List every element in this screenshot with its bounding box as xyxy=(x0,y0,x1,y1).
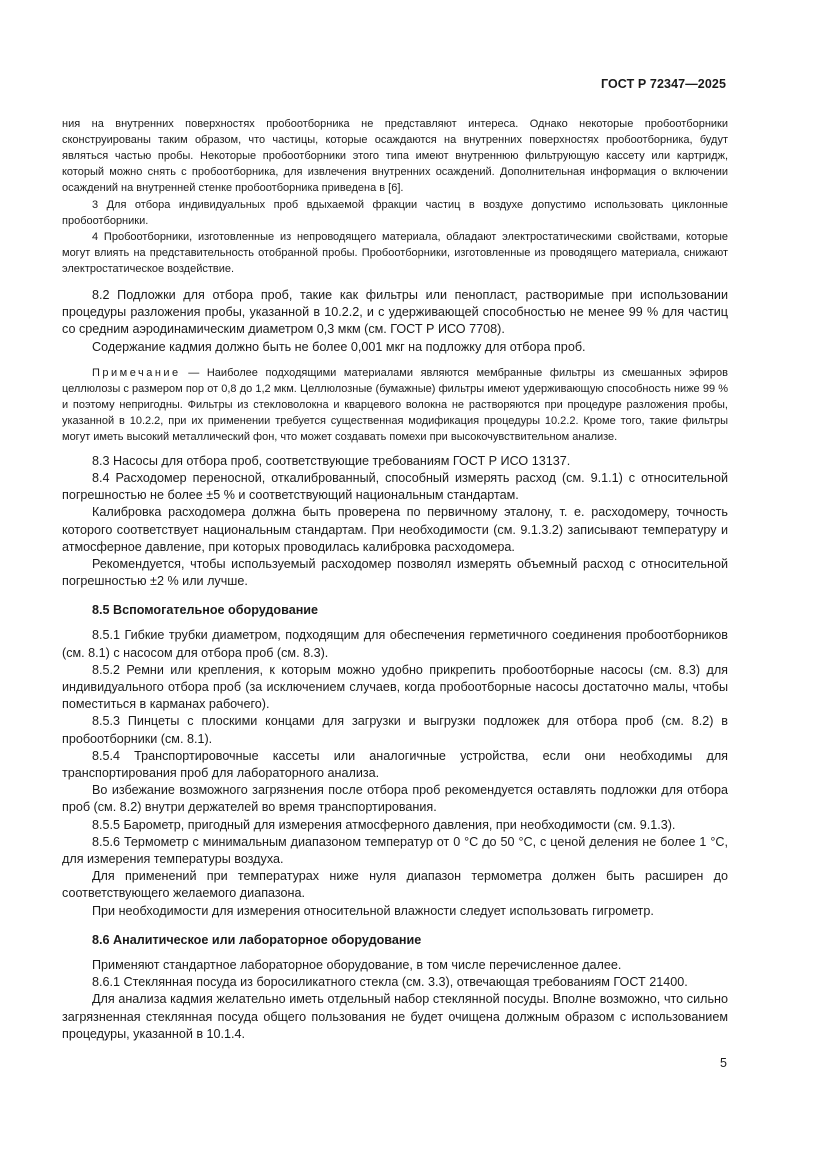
paragraph-8-5-6: 8.5.6 Термометр с минимальным диапазоном температур от 0 °C до 50 °C, с ценой деления не более 1 °C, для измерения температуры воздуха. xyxy=(62,834,728,867)
paragraph-8-5-2: 8.5.2 Ремни или крепления, к которым можно удобно прикрепить пробоотборные насосы (см. 8.3) для индивидуального отбора проб (за исключением случаев, когда пробоотборные насосы достаточно малы, чтобы поместиться в карманах рабочего). xyxy=(62,662,728,712)
paragraph-8-3: 8.3 Насосы для отбора проб, соответствующие требованиям ГОСТ Р ИСО 13137. xyxy=(92,453,571,468)
paragraph-8-5-3: 8.5.3 Пинцеты с плоскими концами для загрузки и выгрузки подложек для отбора проб (см. 8.2) в пробоотборники (см. 8.1). xyxy=(62,714,728,746)
document-header: ГОСТ Р 72347—2025 xyxy=(600,77,726,91)
paragraph-glassware: Для анализа кадмия желательно иметь отдельный набор стеклянной посуды. Вполне возможно, что сильно загрязненная стеклянная посуда общего пользования не будет очищена должным образом с использованием процедуры, указанной в 10.1.4. xyxy=(62,992,728,1041)
paragraph-8-5-4: 8.5.4 Транспортировочные кассеты или аналогичные устройства, если они необходимы для транспортирования проб для лабораторного анализа. xyxy=(62,748,728,781)
paragraph-recommendation: Рекомендуется, чтобы используемый расходомер позволял измерять объемный расход с относительной погрешностью ±2 % или лучше. xyxy=(62,557,728,589)
paragraph-below-zero: Для применений при температурах ниже нуля диапазон термометра должен быть расширен до соответствующего желаемого диапазона. xyxy=(62,869,728,901)
paragraph-8-6-1: 8.6.1 Стеклянная посуда из боросиликатного стекла (см. 3.3), отвечающая требованиям ГОСТ 21400. xyxy=(92,975,688,990)
paragraph-calibration: Калибровка расходомера должна быть проверена по первичному эталону, т. е. расходомеру, точность которого соответствует национальным стандартам. При необходимости (см. 9.1.3.2) записывают температуру и атмосферное давление, при которых проводилась калибровка расходомера. xyxy=(62,505,728,554)
note-text: — Наиболее подходящими материалами являются мембранные фильтры из смешанных эфиров целлюлозы с размером пор от 0,8 до 1,2 мкм. Целлюлозные (бумажные) фильтры имеют удерживающую способность ниже 99 % и поэтому непригодны. Фильтры из стекловолокна и кварцевого волокна не растворяются при процедуре разложения пробы, указанной в 10.2.2, при их применении требуется существенная модификация процедуры 10.2.2. Кроме того, такие фильтры могут иметь высокий металлический фон, что может создавать помехи при высокочувствительном анализе. xyxy=(62,366,728,443)
paragraph-hygrometer: При необходимости для измерения относительной влажности следует использовать гигрометр. xyxy=(92,903,654,918)
paragraph-8-5-5: 8.5.5 Барометр, пригодный для измерения атмосферного давления, при необходимости (см. 9.1.3). xyxy=(92,817,676,832)
page-content xyxy=(62,116,728,1043)
paragraph-8-4: 8.4 Расходомер переносной, откалиброванный, способный измерять расход (см. 9.1.1) с относительной погрешностью не более ±5 % и соответствующий национальным стандартам. xyxy=(62,471,728,503)
note-label: Примечание xyxy=(92,366,181,379)
paragraph-cadmium-content: Содержание кадмия должно быть не более 0,001 мкг на подложку для отбора проб. xyxy=(92,339,586,354)
note-4: 4 Пробоотборники, изготовленные из непроводящего материала, обладают электростатическими свойствами, которые могут влиять на представительность отобранной пробы. Пробоотборники, изготовленные из проводящего материала, снижают электростатическое воздействие. xyxy=(62,231,728,275)
paragraph-8-2: 8.2 Подложки для отбора проб, такие как фильтры или пенопласт, растворимые при использовании процедуры разложения пробы, указанной в 10.2.2, и с удерживающей способностью не менее 99 % для частиц со средним аэродинамическим диаметром 0,3 мкм (см. ГОСТ Р ИСО 7708). xyxy=(62,288,728,337)
note-continuation: ния на внутренних поверхностях пробоотборника не представляют интереса. Однако некоторые пробоотборники сконструированы таким образом, что частицы, которые осаждаются на внутренних поверхностях пробоотборника, будут являться частью пробы. Некоторые пробоотборники этого типа имеют внутреннюю фильтрующую кассету или картридж, который можно снять с пробоотборника, для извлечения внутренних осаждений. Дополнительная информация о включении осаждений на внутренней стенке пробоотборника приведена в [6]. xyxy=(62,118,728,194)
section-heading-8-6: 8.6 Аналитическое или лабораторное оборудование xyxy=(92,932,422,947)
paragraph-8-5-1: 8.5.1 Гибкие трубки диаметром, подходящим для обеспечения герметичного соединения пробоотборников (см. 8.1) с насосом для отбора проб (см. 8.3). xyxy=(62,628,728,660)
paragraph-standard-equipment: Применяют стандартное лабораторное оборудование, в том числе перечисленное далее. xyxy=(92,957,622,972)
paragraph-contamination: Во избежание возможного загрязнения после отбора проб рекомендуется оставлять подложки для отбора проб (см. 8.2) внутри держателей во время транспортирования. xyxy=(62,783,728,815)
section-heading-8-5: 8.5 Вспомогательное оборудование xyxy=(92,603,319,618)
note-filters xyxy=(62,365,728,445)
note-3: 3 Для отбора индивидуальных проб вдыхаемой фракции частиц в воздухе допустимо использовать циклонные пробоотборники. xyxy=(62,199,728,227)
page-number: 5 xyxy=(720,1056,727,1070)
